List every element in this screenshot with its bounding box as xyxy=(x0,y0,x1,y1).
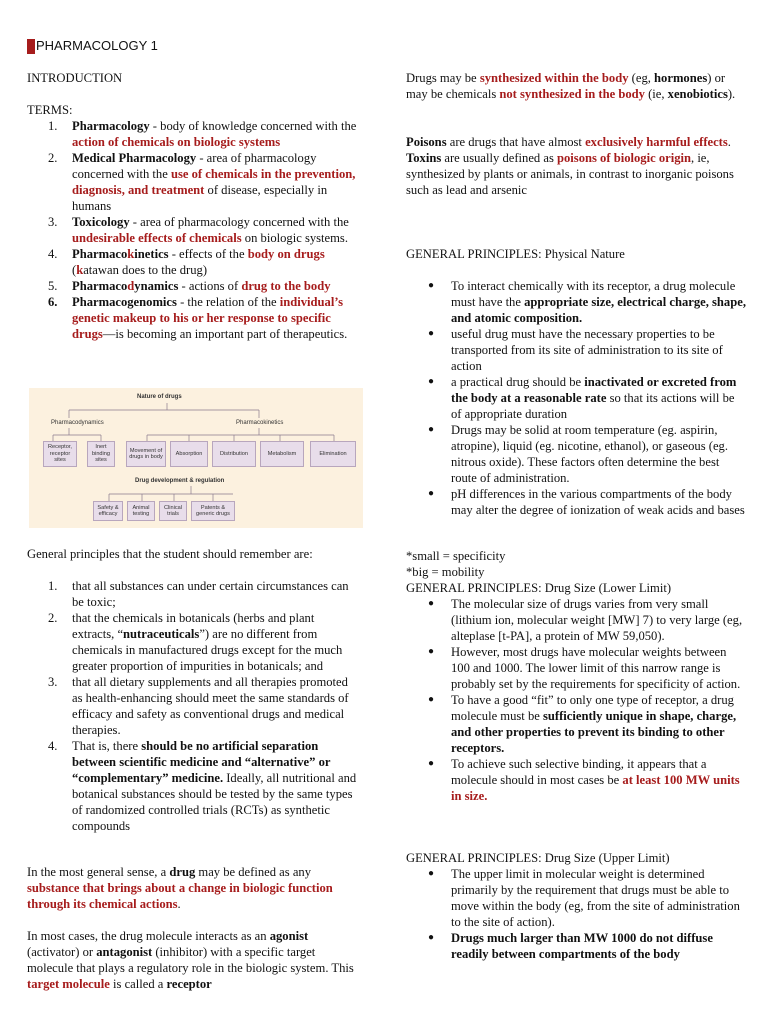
introduction-heading: INTRODUCTION xyxy=(27,71,123,85)
bullet-text: so that its actions will be of appropriate duration xyxy=(451,391,735,421)
general-principles-intro: General principles that the student should remember are: xyxy=(27,547,313,561)
item-number: 3. xyxy=(48,215,58,229)
bullet-item xyxy=(406,422,746,486)
principle-bold: should be no artificial separation between scientific medicine and “alternative” or “complementary” medicine. xyxy=(72,739,331,785)
bullet-highlight: at least 100 MW units in size. xyxy=(451,773,740,803)
terms-heading: TERMS: xyxy=(27,103,73,117)
bullet-bold: Drugs much larger than MW 1000 do not diffuse readily between compartments of the body xyxy=(451,931,713,961)
bullet-item xyxy=(406,278,746,326)
diagram-box: Clinical trials xyxy=(159,501,187,521)
term-name-highlight: d xyxy=(127,279,135,293)
bullet-bold: inactivated or excreted from the body at a reasonable rate xyxy=(451,375,737,405)
term-name: Toxicology xyxy=(72,215,130,229)
principle-text: that all substances can under certain circumstances can be toxic; xyxy=(72,579,349,609)
diagram-box: Metabolism xyxy=(260,441,304,467)
paragraph-text: ) or may be chemicals xyxy=(406,71,726,101)
paragraph-highlight: not synthesized in the body xyxy=(499,87,645,101)
term-name: Pharmaco xyxy=(72,247,128,261)
page-title xyxy=(27,38,357,54)
title-marker xyxy=(27,39,35,54)
diagram-title: Nature of drugs xyxy=(137,394,182,400)
diagram-box: Absorption xyxy=(170,441,208,467)
diagram-box: Receptor, receptor sites xyxy=(43,441,77,467)
principle-item xyxy=(27,610,357,674)
term-name: Medical Pharmacology xyxy=(72,151,197,165)
bullet-text: To have a good “fit” to only one type of receptor, a drug molecule must be xyxy=(451,693,734,723)
term-text: ( xyxy=(72,263,77,277)
bullet-dot: ● xyxy=(428,598,435,609)
principle-text: that all dietary supplements and all therapies promoted as health-enhancing should meet the same standards of efficacy and safety as conventional drugs and medical therapies. xyxy=(72,675,349,737)
bullet-item xyxy=(406,866,746,930)
diagram-dev-title: Drug development & regulation xyxy=(135,478,225,484)
lower-limit-heading: GENERAL PRINCIPLES: Drug Size (Lower Limit) xyxy=(406,581,672,595)
principle-item xyxy=(27,674,357,738)
paragraph-text: (activator) or xyxy=(27,945,97,959)
item-number: 6. xyxy=(48,295,58,309)
item-number: 2. xyxy=(48,611,58,625)
bullet-bold: sufficiently unique in shape, charge, and other properties to prevent its binding to other receptors. xyxy=(451,709,737,755)
term-name: Pharmaco xyxy=(72,279,128,293)
paragraph-text: . xyxy=(177,897,181,911)
bullet-text: The upper limit in molecular weight is determined primarily by the requirement that drugs must be able to move within the body (eg, from the site of administration to the site of action). xyxy=(451,867,740,929)
term-name-highlight: k xyxy=(127,247,135,261)
bullet-text: The molecular size of drugs varies from very small (lithium ion, molecular weight [MW] 7) to very large (eg, alteplase [t-PA], a protein of MW 59,050). xyxy=(451,597,743,643)
bullet-dot: ● xyxy=(428,328,435,339)
physical-nature-list xyxy=(406,278,746,518)
term-text: —is becoming an important part of therapeutics. xyxy=(102,327,348,341)
term-text: of disease, especially in humans xyxy=(72,183,328,213)
paragraph-text: . xyxy=(727,135,731,149)
lower-limit-list xyxy=(406,596,746,804)
paragraph-highlight: poisons of biologic origin xyxy=(557,151,692,165)
paragraph-bold: Poisons xyxy=(406,135,447,149)
bullet-dot: ● xyxy=(428,280,435,291)
diagram-pharmacokinetics: Pharmacokinetics xyxy=(236,420,284,426)
paragraph-bold: drug xyxy=(169,865,196,879)
paragraph-text: Drugs may be xyxy=(406,71,480,85)
synthesis-paragraph xyxy=(406,70,746,102)
diagram-box: Animal testing xyxy=(127,501,155,521)
item-number: 5. xyxy=(48,279,58,293)
paragraph-text: , ie, synthesized by plants or animals, in contrast to inorganic poisons such as lead and arsenic xyxy=(406,151,734,197)
general-principles-list xyxy=(27,578,357,834)
item-number: 2. xyxy=(48,151,58,165)
paragraph-text: In most cases, the drug molecule interacts as an xyxy=(27,929,270,943)
diagram-box: Distribution xyxy=(212,441,256,467)
term-highlight: undesirable effects of chemicals xyxy=(72,231,242,245)
bullet-dot: ● xyxy=(428,694,435,705)
paragraph-highlight: exclusively harmful effects xyxy=(585,135,728,149)
terms-list xyxy=(27,118,357,342)
term-item xyxy=(27,118,357,150)
paragraph-bold: hormones xyxy=(654,71,708,85)
paragraph-text: ). xyxy=(727,87,736,101)
term-item xyxy=(27,246,357,278)
principle-item xyxy=(27,578,357,610)
bullet-text: To interact chemically with its receptor, a drug molecule must have the xyxy=(451,279,736,309)
paragraph-bold: receptor xyxy=(166,977,212,991)
term-text: atawan does to the drug) xyxy=(83,263,208,277)
diagram-box: Elimination xyxy=(310,441,356,467)
paragraph-bold: agonist xyxy=(269,929,309,943)
paragraph-text: may be defined as any xyxy=(195,865,311,879)
item-number: 4. xyxy=(48,247,58,261)
diagram-box: Inert binding sites xyxy=(87,441,115,467)
bullet-dot: ● xyxy=(428,488,435,499)
paragraph-text: (ie, xyxy=(644,87,668,101)
term-highlight: body on drugs xyxy=(247,247,325,261)
term-highlight: action of chemicals on biologic systems xyxy=(72,135,281,149)
paragraph-text: (eg, xyxy=(628,71,655,85)
item-number: 1. xyxy=(48,119,58,133)
item-number: 4. xyxy=(48,739,58,753)
term-text: - area of pharmacology concerned with the xyxy=(72,151,317,181)
bullet-text: To achieve such selective binding, it appears that a molecule should in most cases be xyxy=(451,757,707,787)
title-text: PHARMACOLOGY 1 xyxy=(36,38,158,53)
paragraph-text: In the most general sense, a xyxy=(27,865,170,879)
bullet-dot: ● xyxy=(428,932,435,943)
paragraph-text: is called a xyxy=(109,977,167,991)
bullet-text: useful drug must have the necessary properties to be transported from its site of administration to its site of action xyxy=(451,327,723,373)
term-highlight: drug to the body xyxy=(241,279,331,293)
principle-item xyxy=(27,738,357,834)
term-item xyxy=(27,150,357,214)
bullet-text: Drugs may be solid at room temperature (eg. aspirin, atropine), liquid (eg. nicotine, ethanol), or gaseous (eg. nitrous oxide). These factors often determine the best route of administration. xyxy=(451,423,728,485)
principle-text: ”) are no different from chemicals in manufactured drugs except for the much greater proportion of impurities in botanicals; and xyxy=(72,627,343,673)
bullet-item xyxy=(406,692,746,756)
term-item xyxy=(27,278,357,294)
bullet-dot: ● xyxy=(428,646,435,657)
bullet-text: pH differences in the various compartments of the body may alter the degree of ionization of weak acids and bases xyxy=(451,487,745,517)
term-text: - effects of the xyxy=(168,247,248,261)
bullet-dot: ● xyxy=(428,758,435,769)
term-highlight: use of chemicals in the prevention, diagnosis, and treatment xyxy=(72,167,356,197)
term-name: Pharmacology xyxy=(72,119,150,133)
term-text: on biologic systems. xyxy=(241,231,348,245)
term-item xyxy=(27,294,357,342)
paragraph-text: are drugs that have almost xyxy=(446,135,586,149)
diagram-box: Patents & generic drugs xyxy=(191,501,235,521)
paragraph-text: are usually defined as xyxy=(441,151,557,165)
bullet-bold: appropriate size, electrical charge, shape, and atomic composition. xyxy=(451,295,746,325)
bullet-item xyxy=(406,326,746,374)
diagram-box: Safety & efficacy xyxy=(93,501,123,521)
paragraph-highlight: synthesized within the body xyxy=(479,71,629,85)
term-highlight: individual’s genetic makeup to his or her response to specific drugs xyxy=(72,295,343,341)
bullet-dot: ● xyxy=(428,424,435,435)
upper-limit-list xyxy=(406,866,746,962)
agonist-paragraph xyxy=(27,928,357,992)
item-number: 3. xyxy=(48,675,58,689)
term-name: ynamics xyxy=(134,279,179,293)
bullet-item xyxy=(406,486,746,518)
paragraph-text: (inhibitor) with a specific target molecule that plays a regulatory role in the biologic system. This xyxy=(27,945,354,975)
term-name: Pharmacogenomics xyxy=(72,295,177,309)
poisons-paragraph xyxy=(406,134,746,198)
upper-limit-heading: GENERAL PRINCIPLES: Drug Size (Upper Limit) xyxy=(406,851,670,865)
principle-text: That is, there xyxy=(72,739,142,753)
term-highlight: k xyxy=(76,263,84,277)
bullet-item xyxy=(406,644,746,692)
paragraph-bold: Toxins xyxy=(406,151,442,165)
paragraph-highlight: substance that brings about a change in biologic function through its chemical actions xyxy=(27,881,333,911)
bullet-item xyxy=(406,930,746,962)
bullet-text: However, most drugs have molecular weights between 100 and 1000. The lower limit of this narrow range is probably set by the requirements for specificity of action. xyxy=(451,645,741,691)
physical-nature-heading: GENERAL PRINCIPLES: Physical Nature xyxy=(406,247,625,261)
nature-of-drugs-diagram xyxy=(29,388,363,528)
paragraph-bold: antagonist xyxy=(96,945,153,959)
principle-bold: nutraceuticals xyxy=(123,627,200,641)
bullet-item xyxy=(406,756,746,804)
diagram-box: Movement of drugs in body xyxy=(126,441,166,467)
bullet-text: a practical drug should be xyxy=(451,375,585,389)
bullet-item xyxy=(406,374,746,422)
item-number: 1. xyxy=(48,579,58,593)
bullet-item xyxy=(406,596,746,644)
diagram-pharmacodynamics: Pharmacodynamics xyxy=(51,420,104,426)
term-name: inetics xyxy=(134,247,169,261)
term-text: - area of pharmacology concerned with the xyxy=(129,215,349,229)
bullet-dot: ● xyxy=(428,376,435,387)
drug-definition xyxy=(27,864,357,912)
note-small: *small = specificity xyxy=(406,549,506,563)
term-item xyxy=(27,214,357,246)
paragraph-bold: xenobiotics xyxy=(667,87,728,101)
bullet-dot: ● xyxy=(428,868,435,879)
principle-text: that the chemicals in botanicals (herbs and plant extracts, “ xyxy=(72,611,315,641)
principle-text: Ideally, all nutritional and botanical substances should be tested by the same types of randomized controlled trials (RCTs) as synthetic compounds xyxy=(72,771,357,833)
term-text: - actions of xyxy=(178,279,242,293)
term-text: - body of knowledge concerned with the xyxy=(149,119,357,133)
paragraph-highlight: target molecule xyxy=(27,977,110,991)
note-big: *big = mobility xyxy=(406,565,485,579)
term-text: - the relation of the xyxy=(176,295,280,309)
